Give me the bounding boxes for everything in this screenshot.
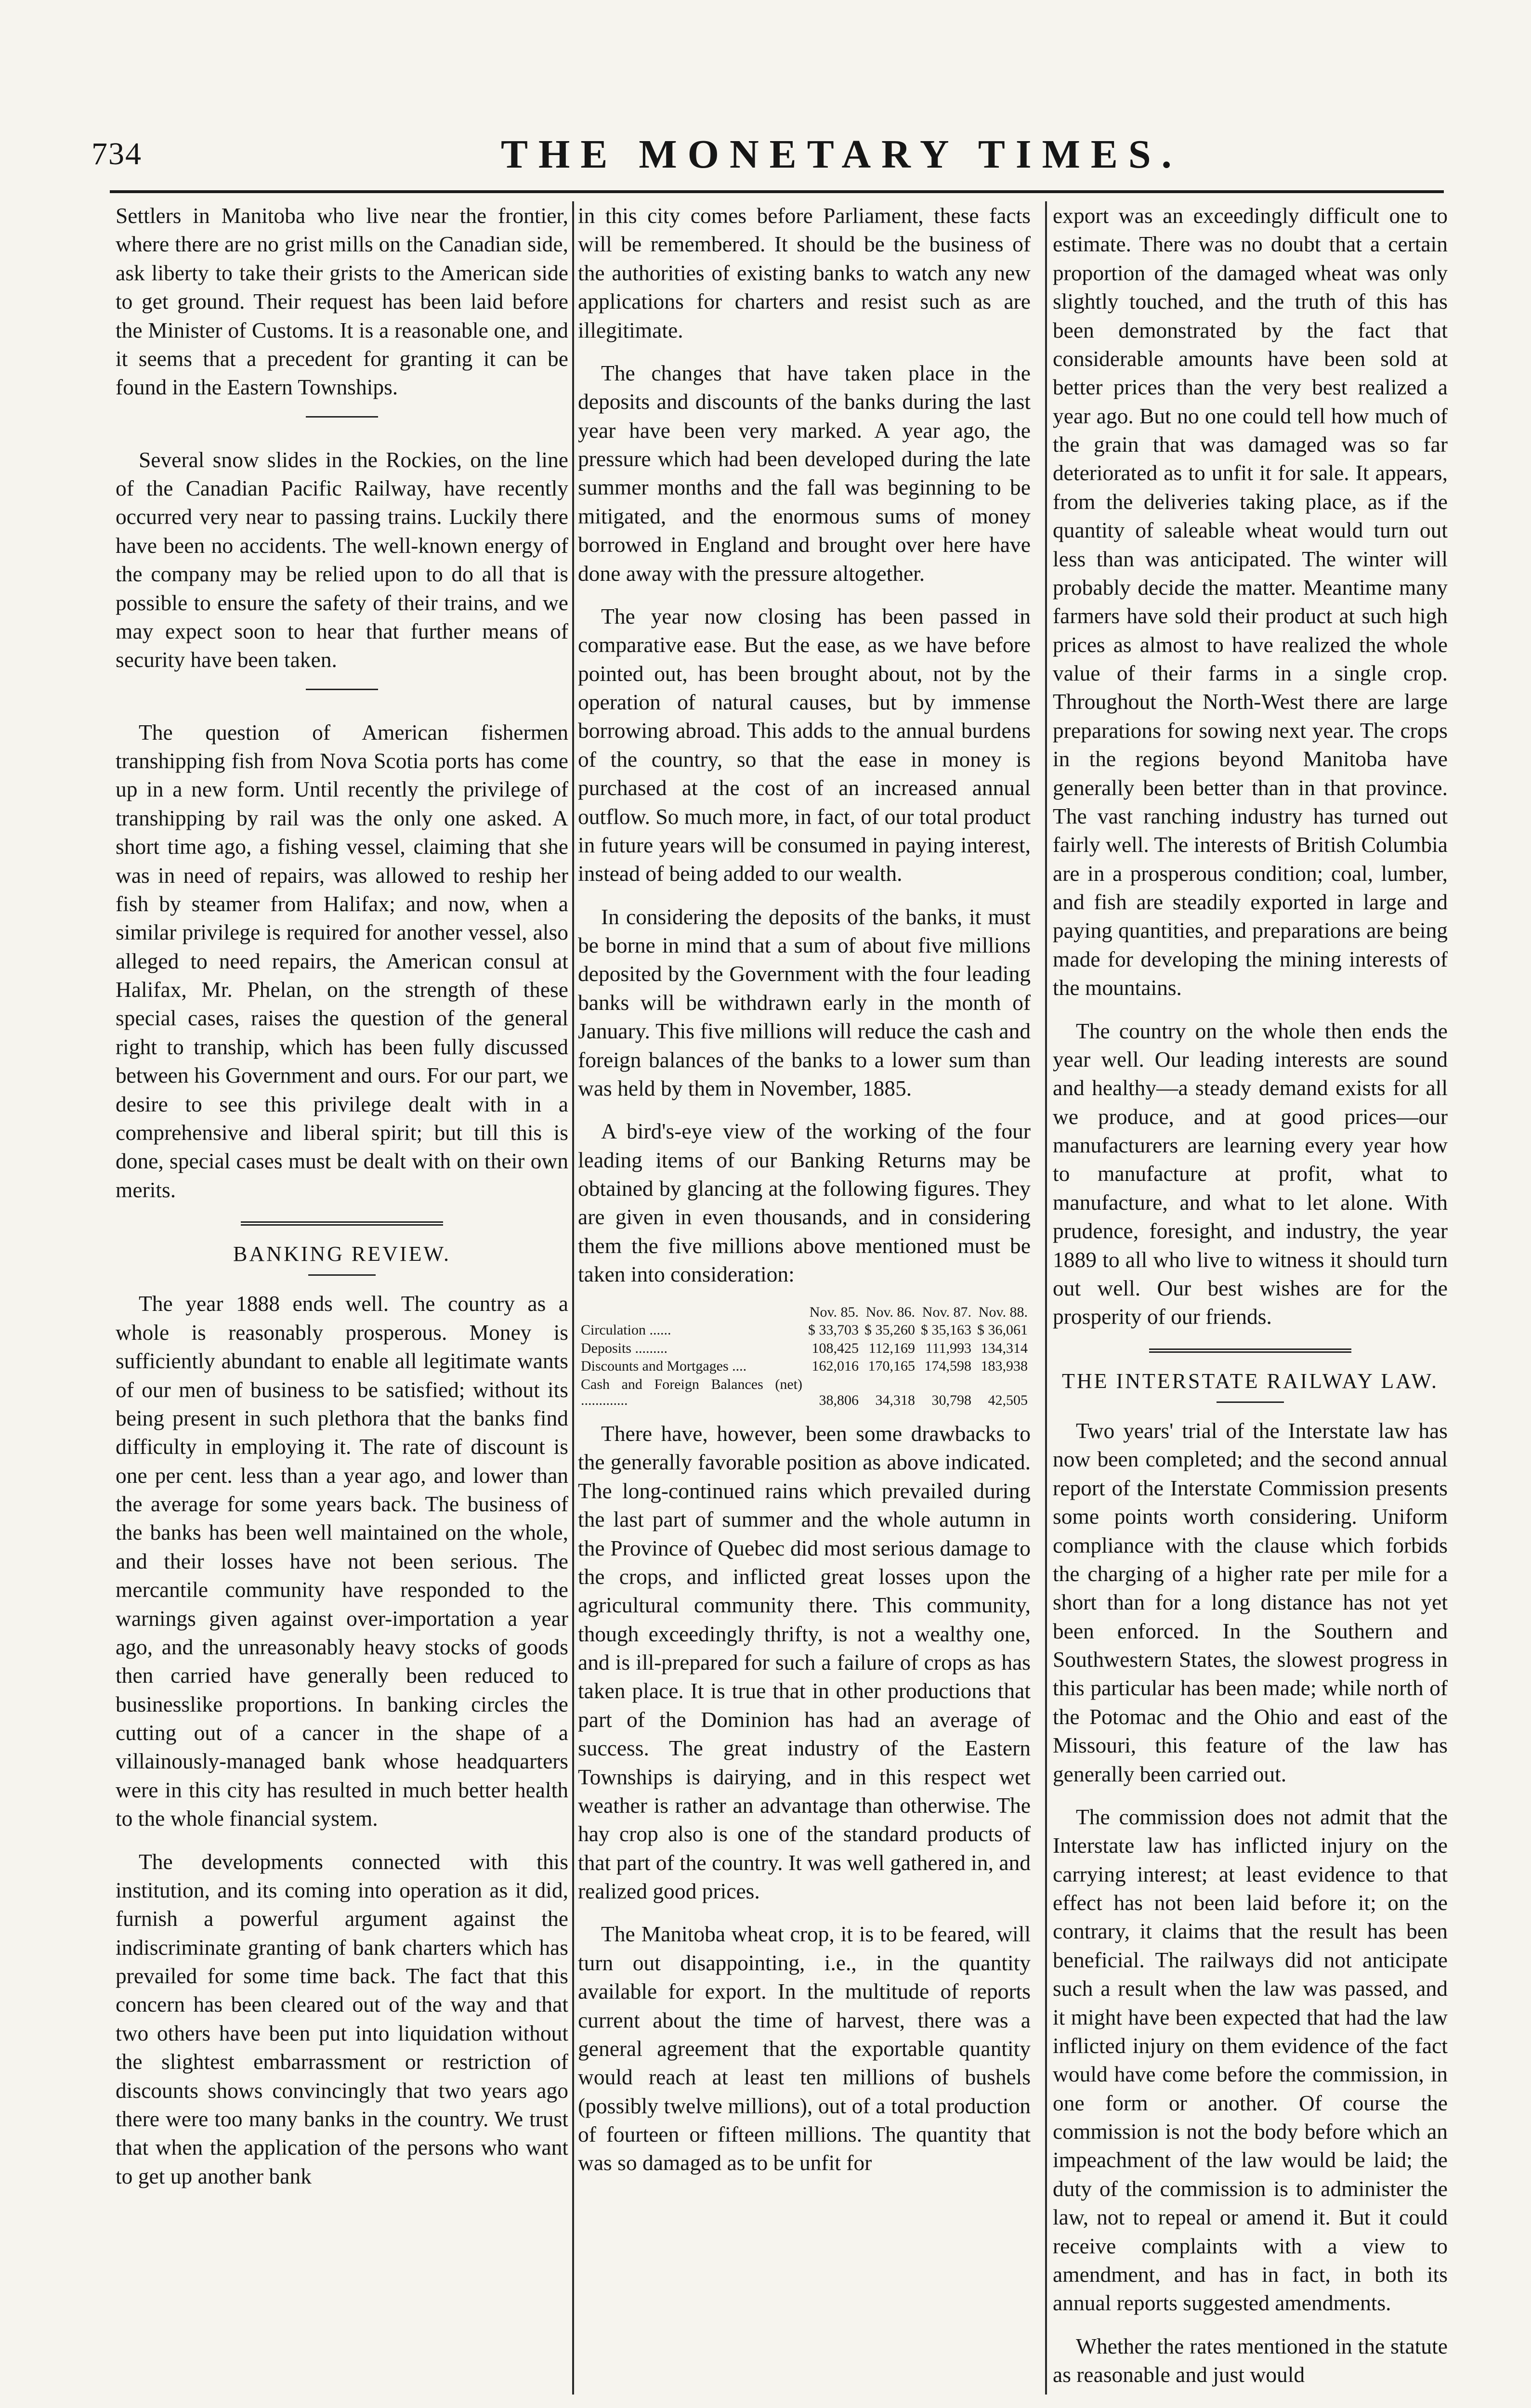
table-row bbox=[578, 1321, 1031, 1339]
column-3 bbox=[1053, 201, 1448, 2395]
paragraph: The question of American fishermen transhipping fish from Nova Scotia ports has come up in a new form. Until recently the privilege of transhipping by rail was the only one asked. A short time ago, a fishing vessel, claiming that she was in need of repairs, was allowed to reship her fish by steamer from Halifax; and now, when a similar privilege is required for another vessel, also alleged to need repairs, the American consul at Halifax, Mr. Phelan, on the strength of these special cases, raises the question of the general right to tranship, which has been fully discussed between his Government and ours. For our part, we desire to see this privilege dealt with in a comprehensive and liberal spirit; but till this is done, special cases must be dealt with on their own merits. bbox=[116, 720, 568, 1202]
cell-value: 30,798 bbox=[931, 1392, 971, 1409]
paragraph: A bird's-eye view of the working of the four leading items of our Banking Returns may be obtained by glancing at the following figures. They are given in even thousands, and in considering them the five millions above mentioned must be taken into consideration: bbox=[578, 1119, 1031, 1287]
header-rule bbox=[110, 190, 1444, 193]
table-row bbox=[578, 1339, 1031, 1358]
publication-title: THE MONETARY TIMES. bbox=[501, 132, 1182, 177]
row-label: Circulation ...... bbox=[581, 1322, 671, 1338]
paragraph: Two years' trial of the Interstate law has now been completed; and the second annual report of the Interstate Commission presents some points worth considering. Uniform compliance with the clause which forbids the charging of a higher rate per mile for a short than for a long distance has not yet been enforced. In the Southern and Southwestern States, the slowest progress in this particular has been made; while north of the Potomac and the Ohio and east of the Missouri, this feature of the law has generally been carried out. bbox=[1053, 1418, 1448, 1786]
column-header: Nov. 85. bbox=[809, 1304, 859, 1320]
paragraph: Settlers in Manitoba who live near the frontier, where there are no grist mills on the Canadian side, ask liberty to take their grists to the American side to get ground. Their request has been laid before the Minister of Customs. It is a reasonable one, and it seems that a precedent for granting it can be found in the Eastern Townships. bbox=[116, 203, 568, 400]
page-number: 734 bbox=[92, 136, 142, 171]
column-1 bbox=[116, 201, 568, 2395]
cell-value: 183,938 bbox=[981, 1358, 1028, 1374]
column-header: Nov. 87. bbox=[922, 1304, 971, 1320]
cell-value: 34,318 bbox=[875, 1392, 915, 1409]
paragraph: export was an exceedingly difficult one to estimate. There was no doubt that a certain proportion of the damaged wheat was only slightly touched, and the truth of this has been demonstrated by the fact that considerable amounts have been sold at better prices than the very best realized a year ago. But no one could tell how much of the grain that was damaged was so far deteriorated as to unfit it for sale. It appears, from the deliveries taking place, as if the quantity of saleable wheat would turn out less than was anticipated. The winter will probably decide the matter. Meantime many farmers have sold their product at such high prices as almost to have realized the whole value of their farms in a single crop. Throughout the North-West there are large preparations for sowing next year. The crops in the regions beyond Manitoba have generally been better than in that province. The vast ranching industry has turned out fairly well. The interests of British Columbia are in a prosperous condition; coal, lumber, and fish are steadily exported in large and paying quantities, and preparations are being made for developing the mining interests of the mountains. bbox=[1053, 203, 1448, 1000]
cell-value: 170,165 bbox=[868, 1358, 915, 1374]
column-2 bbox=[578, 201, 1031, 2395]
paragraph: There have, however, been some drawbacks to the generally favorable position as above indicated. The long-continued rains which prevailed during the last part of summer and the whole autumn in the Province of Quebec did most serious damage to the crops, and inflicted great losses upon the agricultural community there. This community, though exceedingly thrifty, is not a wealthy one, and is ill-prepared for such a failure of crops as has taken place. It is true that in other productions that part of the Dominion has had an average of success. The great industry of the Eastern Townships is dairying, and in this respect wet weather is rather an advantage than otherwise. The hay crop also is one of the standard products of that part of the country. It was well gathered in, and realized good prices. bbox=[578, 1421, 1031, 1904]
heading-rule bbox=[308, 1274, 376, 1276]
page-header bbox=[0, 0, 1531, 197]
section-separator bbox=[306, 416, 378, 418]
paragraph: In considering the deposits of the banks, it must be borne in mind that a sum of about five millions deposited by the Government with the four leading banks will be withdrawn early in the month of January. This five millions will reduce the cash and foreign balances of the banks to a lower sum than was held by them in November, 1885. bbox=[578, 904, 1031, 1100]
table-row bbox=[578, 1375, 1031, 1410]
cell-value: $ 35,163 bbox=[921, 1322, 971, 1338]
paragraph: The developments connected with this institution, and its coming into operation as it did, furnish a powerful argument against the indiscriminate granting of bank charters which has prevailed for some time back. The fact that this concern has been cleared out of the way and that two others have been put into liquidation without the slightest embarrassment or restriction of discounts shows convincingly that two years ago there were too many banks in the country. We trust that when the application of the persons who want to get up another bank bbox=[116, 1849, 568, 2188]
paragraph: The Manitoba wheat crop, it is to be feared, will turn out disappointing, i.e., in the quantity available for export. In the multitude of reports current about the time of harvest, there was a general agreement that the exportable quantity would reach at least ten millions of bushels (possibly twelve millions), out of a total production of fourteen or fifteen millions. The quantity that was so damaged as to be unfit for bbox=[578, 1922, 1031, 2175]
row-label: Discounts and Mortgages .... bbox=[581, 1358, 747, 1374]
cell-value: 112,169 bbox=[868, 1340, 915, 1356]
row-label: Deposits ......... bbox=[581, 1340, 667, 1356]
cell-value: 108,425 bbox=[811, 1340, 859, 1356]
section-heading: BANKING REVIEW. bbox=[233, 1242, 451, 1266]
paragraph: The year now closing has been passed in comparative ease. But the ease, as we have before pointed out, has been brought about, not by the operation of natural causes, but by immense borrowing abroad. This adds to the annual burdens of the country, so that the ease in money is purchased at the cost of an increased annual outflow. So much more, in fact, of our total product in future years will be consumed in paying interest, instead of being added to our wealth. bbox=[578, 603, 1031, 886]
column-divider bbox=[1045, 201, 1047, 2395]
column-divider bbox=[572, 201, 574, 2395]
column-header: Nov. 86. bbox=[865, 1304, 915, 1320]
cell-value: $ 33,703 bbox=[808, 1322, 859, 1338]
paragraph: The commission does not admit that the Interstate law has inflicted injury on the carrying interest; at least evidence to that effect has not been laid before it; on the contrary, it claims that the result has been beneficial. The railways did not anticipate such a result when the law was passed, and it might have been expected that had the law inflicted injury on them evidence of the fact would have come before the commission, in one form or another. Of course the commission is not the body before which an impeachment of the law would be laid; the duty of the commission is to administer the law, not to repeal or amend it. But it could receive complaints with a view to amendment, and has in fact, in both its annual reports suggested amendments. bbox=[1053, 1804, 1448, 2316]
column-header: Nov. 88. bbox=[978, 1304, 1028, 1320]
cell-value: 42,505 bbox=[988, 1392, 1028, 1409]
paragraph: Several snow slides in the Rockies, on the line of the Canadian Pacific Railway, have recently occurred very near to passing trains. Luckily there have been no accidents. The well-known energy of the company may be relied upon to do all that is possible to ensure the safety of their trains, and we may expect soon to hear that further means of security have been taken. bbox=[116, 447, 568, 672]
cell-value: 174,598 bbox=[924, 1358, 971, 1374]
cell-value: 111,993 bbox=[925, 1340, 971, 1356]
table-header-row bbox=[578, 1303, 1031, 1322]
paragraph: The year 1888 ends well. The country as a whole is reasonably prosperous. Money is sufficiently abundant to enable all legitimate wants of our men of business to be satisfied; without its being present in such plethora that the banks find difficulty in employing it. The rate of discount is one per cent. less than a year ago, and lower than the average for some years back. The business of the banks has been well maintained on the whole, and their losses have not been serious. The mercantile community have responded to the warnings given against over-importation a year ago, and the unreasonably heavy stocks of goods then carried have generally been reduced to businesslike proportions. In banking circles the cutting out of a cancer in the shape of a villainously-managed bank whose headquarters were in this city has resulted in much better health to the whole financial system. bbox=[116, 1291, 568, 1831]
cell-value: 38,806 bbox=[819, 1392, 859, 1409]
row-label-header bbox=[578, 1303, 805, 1322]
paragraph: The changes that have taken place in the deposits and discounts of the banks during the last year have been very marked. A year ago, the pressure which had been developed during the late summer months and the fall was beginning to be mitigated, and the enormous sums of money borrowed in England and brought over here have done away with the pressure altogether. bbox=[578, 360, 1031, 586]
cell-value: 162,016 bbox=[811, 1358, 859, 1374]
section-heading: THE INTERSTATE RAILWAY LAW. bbox=[1061, 1369, 1439, 1393]
paragraph: Whether the rates mentioned in the statute as reasonable and just would bbox=[1053, 2333, 1448, 2387]
table-row bbox=[578, 1357, 1031, 1375]
row-label: Cash and Foreign Balances (net) ............. bbox=[581, 1376, 802, 1409]
heading-rule bbox=[1217, 1401, 1284, 1403]
paragraph: in this city comes before Parliament, these facts will be remembered. It should be the business of the authorities of existing banks to watch any new applications for charters and resist such as are illegitimate. bbox=[578, 203, 1031, 342]
double-rule bbox=[241, 1221, 443, 1226]
banking-returns-table bbox=[578, 1303, 1031, 1410]
section-separator bbox=[306, 689, 378, 690]
cell-value: 134,314 bbox=[981, 1340, 1028, 1356]
cell-value: $ 35,260 bbox=[864, 1322, 915, 1338]
double-rule bbox=[1149, 1348, 1351, 1353]
cell-value: $ 36,061 bbox=[977, 1322, 1028, 1338]
paragraph: The country on the whole then ends the year well. Our leading interests are sound and healthy—a steady demand exists for all we produce, and at good prices—our manufacturers are learning every year how to manufacture at profit, what to manufacture, and what to let alone. With prudence, foresight, and industry, the year 1889 to all who live to witness it should turn out well. Our best wishes are for the prosperity of our friends. bbox=[1053, 1018, 1448, 1329]
